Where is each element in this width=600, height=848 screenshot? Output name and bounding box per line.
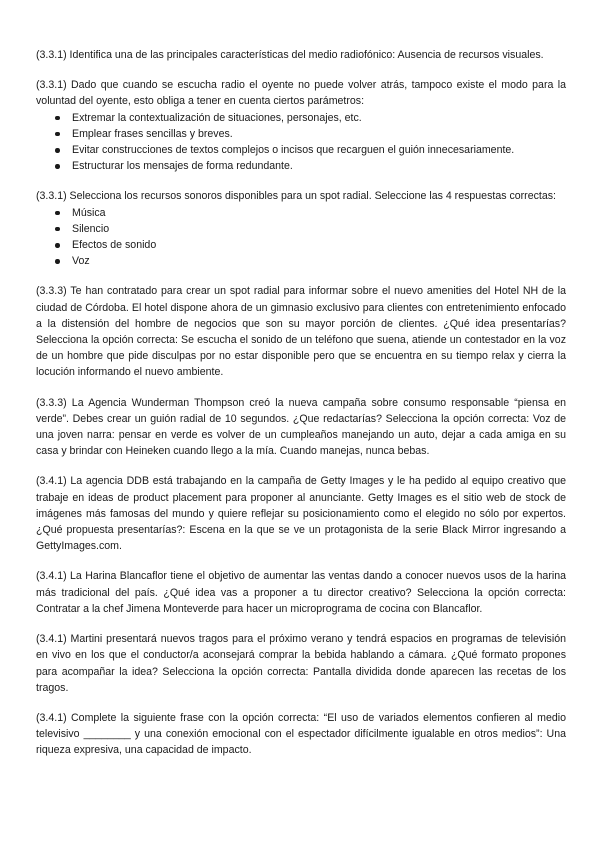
question-text: (3.3.3) La Agencia Wunderman Thompson creó la nueva campaña sobre consumo responsable “piensa en verde”. Debes crear un guión radial de 10 segundos. ¿Que redactarías? Selecciona la opción correcta: Voz de una joven narra: pensar en verde es volver de un cumpleaños manejando un auto, dejar a cada amiga en su casa y brindar con Heineken cuando llego a la mía. Cuando manejas, nunca bebas.: [36, 396, 566, 458]
bullet-item: Silencio: [54, 221, 566, 237]
bullet-item: Música: [54, 205, 566, 221]
question-text: (3.3.3) Te han contratado para crear un spot radial para informar sobre el nuevo amenities del Hotel NH de la ciudad de Córdoba. El hotel dispone ahora de un gimnasio exclusivo para clientes con entretenimiento enfocado a la distensión del hombre de negocios que son su mayor porción de clientes. ¿Qué idea presentarías? Selecciona la opción correcta: Se escucha el sonido de un teléfono que suena, atiende un contestador en la voz de un hombre que pide disculpas por no estar disponible pero que se encuentra en su tiempo relax y cierra la locución informando el nuevo ambiente.: [36, 285, 566, 379]
question-block: [36, 283, 566, 380]
question-block: [36, 568, 566, 617]
bullet-list: [36, 110, 566, 175]
bullet-item: Emplear frases sencillas y breves.: [54, 126, 566, 142]
bullet-item: Extremar la contextualización de situaciones, personajes, etc.: [54, 110, 566, 126]
question-text: (3.4.1) Martini presentará nuevos tragos para el próximo verano y tendrá espacios en programas de televisión en vivo en los que el conductor/a aconsejará comprar la bebida hablando a cámara. ¿Qué formato propones para acompañar la idea? Selecciona la opción correcta: Pantalla dividida donde aparecen las recetas de los tragos.: [36, 633, 566, 694]
question-text: (3.4.1) Complete la siguiente frase con la opción correcta: “El uso de variados elementos confieren al medio televisivo ________ y una conexión emocional con el espectador difícilmente igualable en otros medios”: Una riqueza expresiva, una capacidad de impacto.: [36, 711, 566, 757]
bullet-item: Efectos de sonido: [54, 237, 566, 253]
question-block: [36, 395, 566, 460]
question-block: [36, 188, 566, 269]
question-text: (3.4.1) La agencia DDB está trabajando en la campaña de Getty Images y le ha pedido al equipo creativo que trabaje en ideas de product placement para proponer al anunciante. Getty Images es el sitio web de stock de imágenes más famosas del mundo y quiere reflejar su posicionamiento como el elegido no sólo por expertos. ¿Qué propuesta presentarías?: Escena en la que se ve un protagonista de la serie Black Mirror ingresando a GettyImages.com.: [36, 475, 566, 553]
question-block: [36, 473, 566, 554]
question-block: [36, 77, 566, 174]
question-block: [36, 47, 566, 63]
bullet-item: Evitar construcciones de textos complejos o incisos que recarguen el guión innecesariamente.: [54, 142, 566, 158]
bullet-list: [36, 205, 566, 270]
question-block: [36, 631, 566, 696]
bullet-item: Voz: [54, 253, 566, 269]
question-block: [36, 710, 566, 759]
question-text: (3.3.1) Selecciona los recursos sonoros disponibles para un spot radial. Seleccione las 4 respuestas correctas:: [36, 190, 556, 203]
bullet-item: Estructurar los mensajes de forma redundante.: [54, 158, 566, 174]
question-text: (3.3.1) Identifica una de las principales características del medio radiofónico: Ausencia de recursos visuales.: [36, 49, 544, 61]
question-text: (3.3.1) Dado que cuando se escucha radio el oyente no puede volver atrás, tampoco existe el modo para la voluntad del oyente, esto obliga a tener en cuenta ciertos parámetros:: [36, 79, 566, 108]
question-text: (3.4.1) La Harina Blancaflor tiene el objetivo de aumentar las ventas dando a conocer nuevos usos de la harina más tradicional del país. ¿Qué idea vas a proponer a tu director creativo? Selecciona la opción correcta: Contratar a la chef Jimena Monteverde para hacer un microprograma de cocina con Blancaflor.: [36, 570, 566, 615]
